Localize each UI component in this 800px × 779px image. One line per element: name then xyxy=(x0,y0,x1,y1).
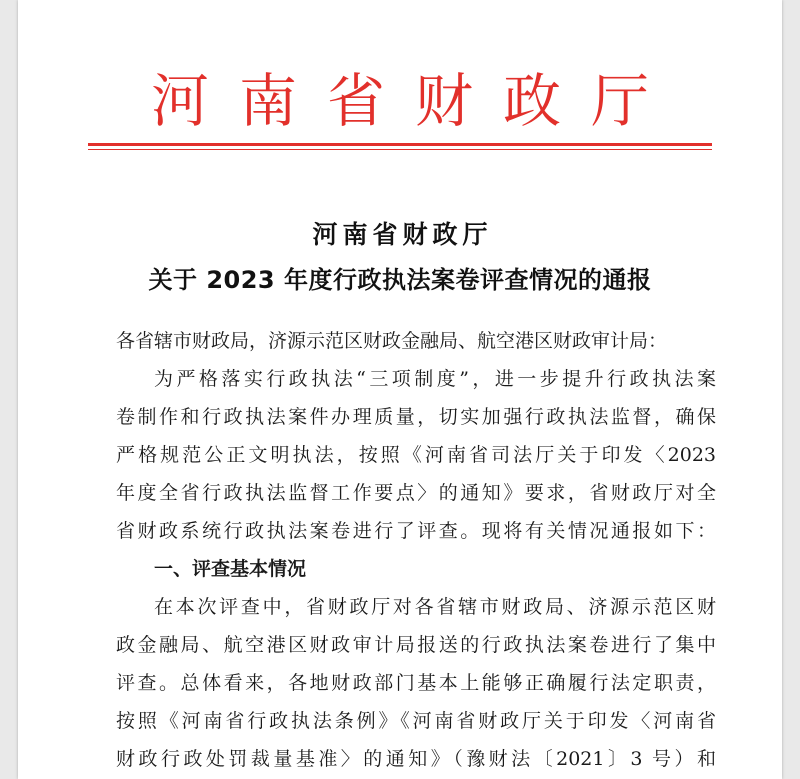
paragraph-2-line-4: 按照《河南省行政执法条例》《河南省财政厅关于印发〈河南省 xyxy=(116,710,716,732)
masthead-red-rule-thin xyxy=(88,149,712,150)
masthead-red-rule xyxy=(88,143,712,146)
paragraph-1-line-1: 为严格落实行政执法“三项制度”，进一步提升行政执法案 xyxy=(154,368,716,390)
masthead-title: 河南省财政厅 xyxy=(150,67,679,135)
document-page xyxy=(18,0,782,779)
document-title-line-1: 河南省财政厅 xyxy=(312,220,493,249)
document-body xyxy=(116,322,716,778)
salutation: 各省辖市财政局，济源示范区财政金融局、航空港区财政审计局： xyxy=(116,330,668,352)
paragraph-2-line-2: 政金融局、航空港区财政审计局报送的行政执法案卷进行了集中 xyxy=(116,634,716,656)
paragraph-2-line-5: 财政行政处罚裁量基准〉的通知》（豫财法〔2021〕3 号）和 xyxy=(116,748,716,770)
paragraph-1-line-5: 省财政系统行政执法案卷进行了评查。现将有关情况通报如下： xyxy=(116,520,716,542)
paragraph-1-line-4: 年度全省行政执法监督工作要点〉的通知》要求，省财政厅对全 xyxy=(116,482,716,504)
paragraph-2-line-1: 在本次评查中，省财政厅对各省辖市财政局、济源示范区财 xyxy=(154,596,716,618)
paragraph-1-line-2: 卷制作和行政执法案件办理质量，切实加强行政执法监督，确保 xyxy=(116,406,716,428)
paragraph-2-line-3: 评查。总体看来，各地财政部门基本上能够正确履行法定职责， xyxy=(116,672,716,694)
document-title-line-2: 关于 2023 年度行政执法案卷评查情况的通报 xyxy=(148,266,652,294)
paragraph-1-line-3: 严格规范公正文明执法，按照《河南省司法厅关于印发〈2023 xyxy=(116,444,716,466)
section-1-heading: 一、评查基本情况 xyxy=(154,558,307,580)
